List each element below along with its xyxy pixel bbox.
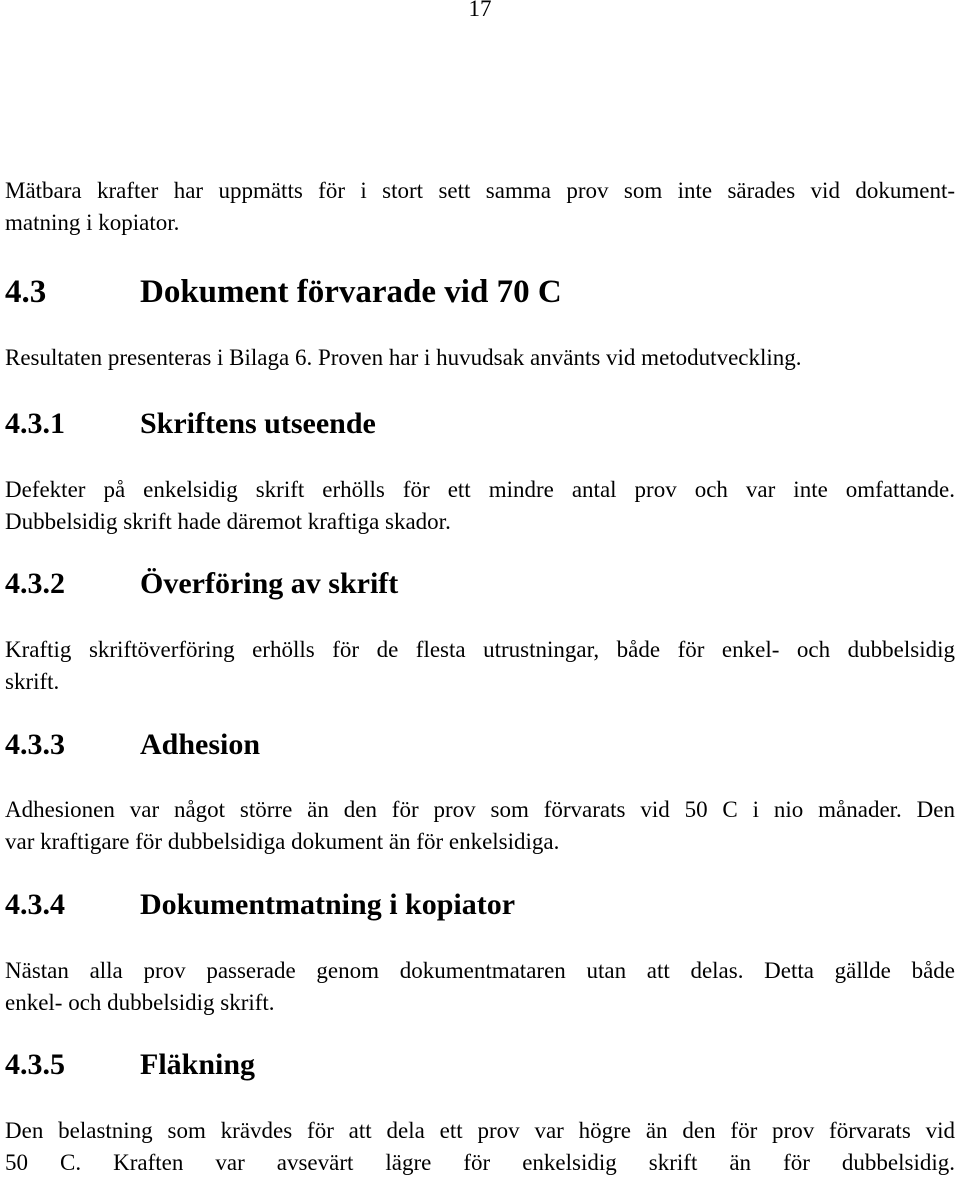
subsection-paragraph-1 (5, 474, 955, 538)
paragraph-line: 50 C. Kraften var avsevärt lägre för enkelsidig skrift än för dubbelsidig. (5, 1150, 955, 1175)
subsection-title: Fläkning (140, 1048, 256, 1081)
subsection-heading-5 (5, 1047, 955, 1083)
subsection-paragraph-5 (5, 1115, 955, 1179)
section-intro-text: Resultaten presenteras i Bilaga 6. Proven har i huvudsak använts vid metodutveckling. (5, 345, 802, 370)
paragraph-line: var kraftigare för dubbelsidiga dokument än för enkelsidiga. (5, 829, 560, 854)
paragraph-line: Defekter på enkelsidig skrift erhölls för ett mindre antal prov och var inte omfattande. (5, 477, 955, 502)
subsection-paragraph-4 (5, 955, 955, 1019)
subsection-heading-4 (5, 887, 955, 923)
section-number: 4.3 (5, 274, 47, 310)
page-number: 17 (468, 0, 492, 21)
paragraph-line: enkel- och dubbelsidig skrift. (5, 990, 275, 1015)
subsection-paragraph-2 (5, 634, 955, 698)
subsection-title: Överföring av skrift (140, 567, 399, 600)
subsection-number: 4.3.3 (5, 728, 65, 761)
section-intro-paragraph (5, 342, 955, 374)
subsection-heading-3 (5, 727, 955, 763)
subsection-heading-2 (5, 566, 955, 602)
intro-line-2: matning i kopiator. (5, 210, 180, 235)
subsection-title: Adhesion (140, 728, 261, 761)
paragraph-line: skrift. (5, 669, 60, 694)
section-title: Dokument förvarade vid 70 C (140, 274, 562, 310)
subsection-number: 4.3.1 (5, 407, 65, 440)
subsection-number: 4.3.4 (5, 888, 65, 921)
paragraph-line: Kraftig skriftöverföring erhölls för de flesta utrustningar, både för enkel- och dubbelsidig (5, 637, 955, 662)
subsection-paragraph-3 (5, 794, 955, 858)
paragraph-line: Adhesionen var något större än den för prov som förvarats vid 50 C i nio månader. Den (5, 797, 955, 822)
paragraph-line: Dubbelsidig skrift hade däremot kraftiga skador. (5, 509, 451, 534)
intro-line-1: Mätbara krafter har uppmätts för i stort sett samma prov som inte särades vid dokument- (5, 178, 955, 203)
subsection-number: 4.3.2 (5, 567, 65, 600)
intro-paragraph (5, 175, 955, 239)
paragraph-line: Den belastning som krävdes för att dela ett prov var högre än den för prov förvarats vid (5, 1118, 955, 1143)
subsection-title: Skriftens utseende (140, 407, 376, 440)
subsection-heading-1 (5, 406, 955, 442)
paragraph-line: Nästan alla prov passerade genom dokumentmataren utan att delas. Detta gällde både (5, 958, 955, 983)
subsection-number: 4.3.5 (5, 1048, 65, 1081)
section-heading (5, 272, 955, 312)
subsection-title: Dokumentmatning i kopiator (140, 888, 516, 921)
